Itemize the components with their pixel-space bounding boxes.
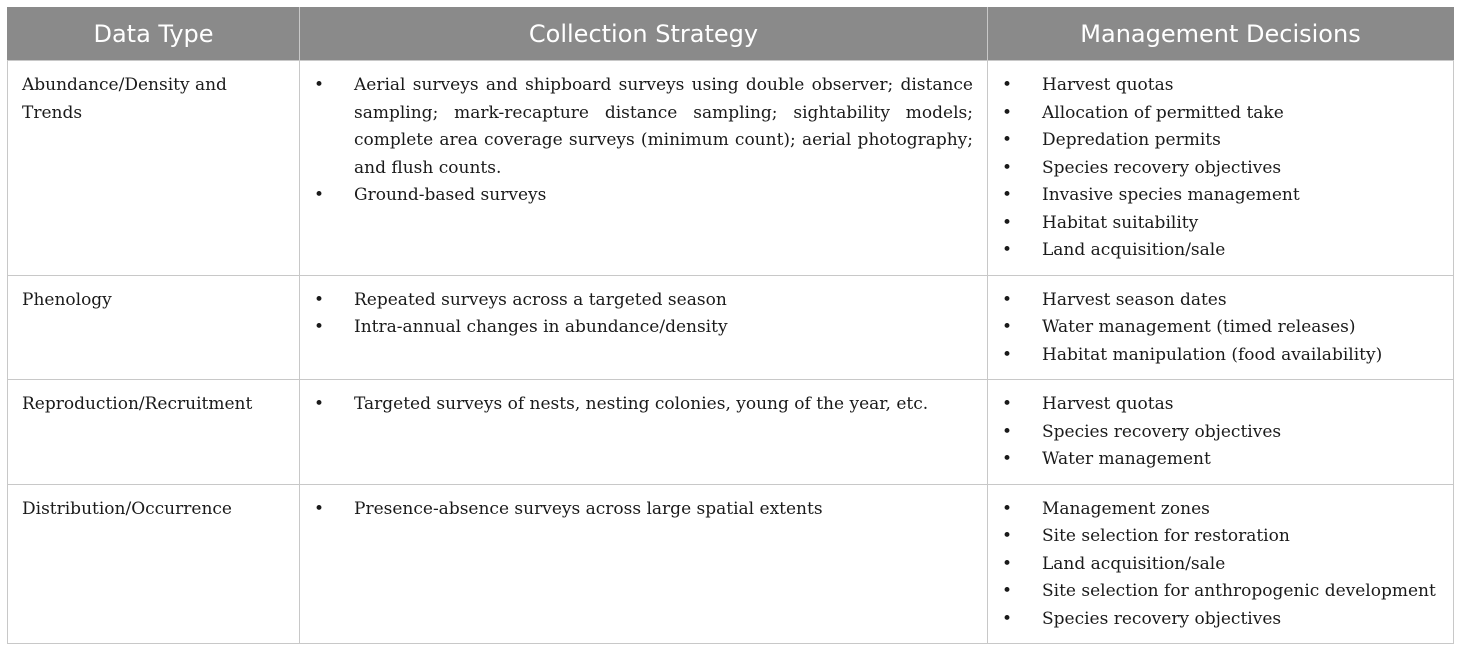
bullet-icon: • (314, 498, 325, 519)
bullet-icon: • (1002, 498, 1013, 519)
bullet-icon: • (314, 394, 325, 414)
header-row (8, 8, 1454, 61)
data-type-cell: Phenology (8, 275, 300, 380)
table-row (8, 275, 1454, 380)
management-decisions-cell (988, 275, 1454, 380)
header-management-decisions: Management Decisions (988, 8, 1454, 61)
bullet-icon: • (314, 185, 325, 205)
data-type-cell: Reproduction/Recruitment (8, 380, 300, 485)
list-item: • Aerial surveys and shipboard surveys using double observer; distance sampling; mark-recapture distance sampling; sightability models; complete area coverage surveys (minimum count); aerial photography; and flush counts. (314, 72, 973, 182)
bullet-icon: • (1002, 102, 1013, 123)
bullet-icon: • (1002, 526, 1013, 546)
collection-strategy-cell (300, 484, 988, 644)
list-item: • Species recovery objectives (1002, 419, 1439, 447)
management-decisions-cell (988, 61, 1454, 276)
list-item: • Species recovery objectives (1002, 155, 1439, 183)
decisions-list (1002, 496, 1439, 634)
strategy-list (314, 496, 973, 524)
decisions-list (1002, 391, 1439, 474)
bullet-icon: • (1002, 240, 1013, 260)
strategy-list (314, 72, 973, 210)
bullet-icon: • (1002, 185, 1013, 205)
bullet-icon: • (1002, 130, 1013, 150)
strategy-list (314, 391, 973, 419)
list-item: • Allocation of permitted take (1002, 100, 1439, 128)
list-item: • Habitat suitability (1002, 210, 1439, 238)
list-item: • Site selection for anthropogenic development (1002, 578, 1439, 606)
list-item: • Targeted surveys of nests, nesting colonies, young of the year, etc. (314, 391, 973, 419)
list-item: • Intra-annual changes in abundance/density (314, 314, 973, 342)
list-item: • Repeated surveys across a targeted season (314, 287, 973, 315)
list-item: • Invasive species management (1002, 182, 1439, 210)
bullet-icon: • (314, 317, 325, 337)
collection-strategy-cell (300, 275, 988, 380)
data-management-table (7, 7, 1454, 644)
list-item: • Harvest quotas (1002, 391, 1439, 419)
table-row (8, 484, 1454, 644)
bullet-icon: • (314, 289, 325, 310)
list-item: • Presence-absence surveys across large spatial extents (314, 496, 973, 524)
list-item: • Ground-based surveys (314, 182, 973, 210)
list-item: • Site selection for restoration (1002, 523, 1439, 551)
decisions-list (1002, 287, 1439, 370)
bullet-icon: • (314, 75, 325, 95)
table-row (8, 380, 1454, 485)
list-item: • Depredation permits (1002, 127, 1439, 155)
management-decisions-cell (988, 484, 1454, 644)
list-item: • Water management (timed releases) (1002, 314, 1439, 342)
header-data-type: Data Type (8, 8, 300, 61)
data-type-cell: Abundance/Density and Trends (8, 61, 300, 276)
bullet-icon: • (1002, 394, 1013, 414)
list-item: • Management zones (1002, 496, 1439, 524)
list-item: • Land acquisition/sale (1002, 237, 1439, 265)
list-item: • Harvest season dates (1002, 287, 1439, 315)
collection-strategy-cell (300, 61, 988, 276)
management-decisions-cell (988, 380, 1454, 485)
bullet-icon: • (1002, 212, 1013, 233)
list-item: • Species recovery objectives (1002, 606, 1439, 634)
bullet-icon: • (1002, 581, 1013, 601)
bullet-icon: • (1002, 421, 1013, 442)
bullet-icon: • (1002, 75, 1013, 95)
list-item: • Habitat manipulation (food availability) (1002, 342, 1439, 370)
bullet-icon: • (1002, 608, 1013, 629)
header-collection-strategy: Collection Strategy (300, 8, 988, 61)
bullet-icon: • (1002, 449, 1013, 469)
bullet-icon: • (1002, 553, 1013, 574)
decisions-list (1002, 72, 1439, 265)
list-item: • Land acquisition/sale (1002, 551, 1439, 579)
list-item: • Water management (1002, 446, 1439, 474)
bullet-icon: • (1002, 344, 1013, 365)
bullet-icon: • (1002, 289, 1013, 310)
bullet-icon: • (1002, 317, 1013, 337)
data-type-cell: Distribution/Occurrence (8, 484, 300, 644)
strategy-list (314, 287, 973, 342)
collection-strategy-cell (300, 380, 988, 485)
bullet-icon: • (1002, 157, 1013, 178)
list-item: • Harvest quotas (1002, 72, 1439, 100)
table-row (8, 61, 1454, 276)
